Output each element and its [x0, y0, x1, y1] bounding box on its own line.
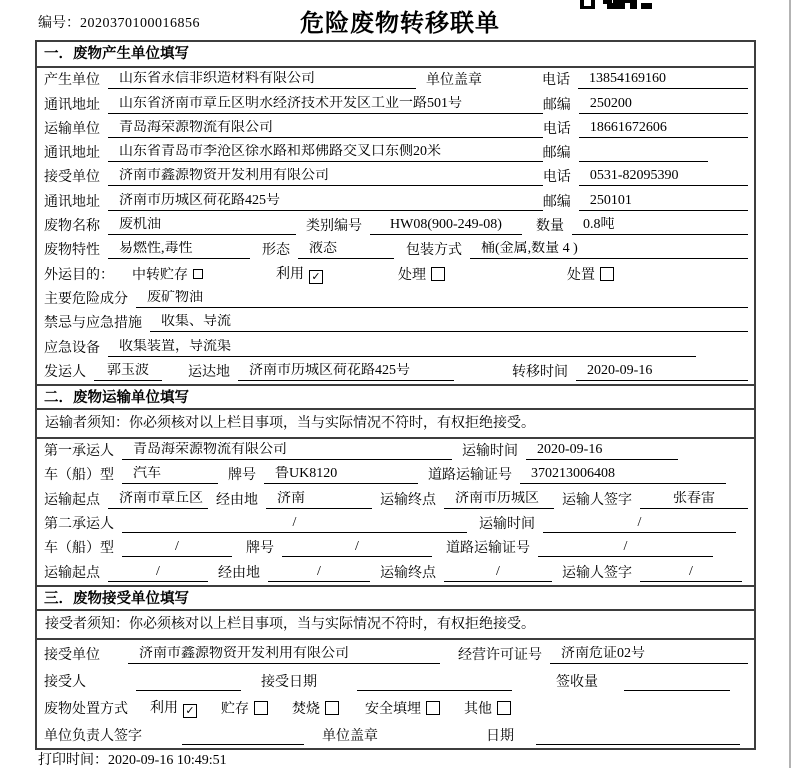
road-transport-license-field: 370213006408	[520, 466, 726, 484]
checkbox-label: 中转贮存	[132, 267, 188, 283]
field-label: 运输人签字	[562, 492, 632, 508]
transporter-unit-field: 青岛海荣源物流有限公司	[108, 120, 543, 138]
receiver-unit-field: 济南市鑫源物资开发利用有限公司	[108, 168, 543, 186]
checkbox-icon	[254, 701, 268, 715]
form-row-disposal-method	[37, 694, 754, 721]
field-label: 经由地	[216, 492, 258, 508]
form-row-transfer-purpose	[37, 262, 754, 286]
purpose-option-treat	[398, 267, 445, 284]
field-label: 废物特性	[44, 243, 100, 259]
transport-terminus-field: 济南市历城区	[444, 491, 554, 509]
accepting-unit-field: 济南市鑫源物资开发利用有限公司	[128, 646, 440, 664]
field-label: 运达地	[188, 364, 230, 380]
receiver-notice: 接受者须知：你必须核对以上栏目事项，当与实际情况不符时，有权拒绝接受。	[37, 611, 754, 640]
form-row-waste-name	[37, 214, 754, 238]
print-timestamp-label: 打印时间：	[38, 753, 108, 768]
emergency-equipment-field: 收集装置，导流渠	[108, 339, 696, 357]
waste-property-field: 易燃性,毒性	[108, 241, 250, 259]
transport-terminus2-field: /	[444, 564, 552, 582]
field-label: 邮编	[542, 97, 571, 113]
vehicle-type-field: 汽车	[122, 466, 218, 484]
field-label: 牌号	[228, 468, 256, 484]
qr-code-fragment	[580, 0, 656, 9]
transporter-phone-field: 18661672606	[579, 120, 748, 138]
field-label: 运输起点	[44, 565, 100, 581]
waste-quantity-field: 0.8吨	[572, 217, 748, 235]
unit-seal-label: 单位盖章	[426, 73, 482, 89]
field-label: 车（船）型	[44, 541, 114, 557]
field-label: 通讯地址	[44, 146, 100, 162]
form-row-receiver-address	[37, 189, 754, 213]
section2-heading: 二．废物运输单位填写	[37, 384, 754, 410]
field-label: 运输人签字	[562, 565, 632, 581]
form-row-transport-route	[37, 487, 754, 511]
field-label: 废物名称	[44, 219, 100, 235]
waste-category-code-field: HW08(900-249-08)	[370, 217, 522, 235]
operating-license-field: 济南危证02号	[550, 646, 748, 664]
receiver-address-field: 济南市历城区荷花路425号	[108, 193, 543, 211]
emergency-measures-field: 收集、导流	[150, 314, 748, 332]
transporter-signature-field: 张春雷	[640, 491, 748, 509]
field-label: 签收量	[556, 674, 598, 690]
checkbox-icon	[426, 701, 440, 715]
form-row-receiver-unit	[37, 165, 754, 189]
form-row-hazard-component	[37, 287, 754, 311]
transport-origin-field: 济南市章丘区	[108, 491, 208, 509]
field-label: 运输单位	[44, 121, 100, 137]
section2-transporter	[37, 439, 754, 585]
field-label: 形态	[262, 243, 290, 259]
acceptor-name-field	[136, 674, 241, 691]
transport-date2-field: /	[543, 515, 736, 533]
checkbox-icon	[325, 701, 339, 715]
field-label: 道路运输证号	[428, 468, 512, 484]
field-label: 第一承运人	[44, 444, 114, 460]
disposal-option-other	[464, 701, 511, 718]
document-number-value: 2020370100016856	[80, 16, 200, 31]
purpose-option-transfer-storage	[132, 268, 203, 284]
section3-heading: 三．废物接受单位填写	[37, 585, 754, 611]
form-row-waste-property	[37, 238, 754, 262]
document-header	[0, 0, 796, 40]
form-row-acceptor	[37, 667, 754, 694]
checkbox-icon	[497, 701, 511, 715]
producer-phone-field: 13854169160	[578, 71, 748, 89]
form-row-first-carrier	[37, 439, 754, 463]
disposal-option-storage	[221, 701, 268, 718]
field-label: 运输时间	[462, 444, 518, 460]
transporter-notice: 运输者须知：你必须核对以上栏目事项，当与实际情况不符时，有权拒绝接受。	[37, 410, 754, 439]
form-row-producer-address	[37, 92, 754, 116]
field-label: 发运人	[44, 364, 86, 380]
document-number	[38, 12, 200, 32]
form-row-vehicle-type2	[37, 536, 754, 560]
field-label: 禁忌与应急措施	[44, 316, 142, 332]
checkbox-label: 贮存	[221, 701, 249, 717]
page-title: 危险废物转移联单	[300, 10, 500, 37]
print-timestamp-value: 2020-09-16 10:49:51	[108, 753, 227, 768]
checkbox-icon	[193, 269, 203, 279]
field-label: 第二承运人	[44, 517, 114, 533]
checkbox-icon	[600, 267, 614, 281]
field-label: 应急设备	[44, 340, 100, 356]
waste-form-field: 液态	[298, 241, 394, 259]
field-label: 邮编	[542, 146, 571, 162]
field-label: 包装方式	[406, 243, 462, 259]
field-label: 道路运输证号	[446, 541, 530, 557]
checkbox-label: 安全填埋	[365, 701, 421, 717]
field-label: 接受单位	[44, 170, 100, 186]
field-label: 运输起点	[44, 492, 100, 508]
first-carrier-field: 青岛海荣源物流有限公司	[122, 442, 452, 460]
unit-seal-label: 单位盖章	[322, 728, 378, 744]
document-number-label: 编号：	[38, 16, 80, 31]
field-label: 主要危险成分	[44, 291, 128, 307]
packaging-field: 桶(金属,数量 4 )	[470, 241, 748, 259]
checkbox-checked-icon: ✓	[183, 704, 197, 718]
field-label: 接受日期	[261, 674, 317, 690]
form-row-transport-route2	[37, 560, 754, 584]
checkbox-label: 利用	[276, 266, 304, 282]
form-row-producer-unit	[37, 68, 754, 92]
field-label: 邮编	[542, 194, 571, 210]
shipper-name-field: 郭玉波	[94, 363, 162, 381]
field-label: 数量	[536, 219, 564, 235]
page-edge-divider	[789, 0, 791, 768]
disposal-option-utilize	[150, 701, 197, 718]
producer-address-field: 山东省济南市章丘区明水经济技术开发区工业一路501号	[108, 96, 543, 114]
field-label: 电话	[542, 121, 571, 137]
plate-number-field: 鲁UK8120	[264, 466, 418, 484]
field-label: 通讯地址	[44, 97, 100, 113]
via2-field: /	[268, 564, 370, 582]
road-transport-license2-field: /	[538, 539, 713, 557]
field-label: 电话	[542, 170, 571, 186]
field-label: 电话	[542, 73, 570, 89]
second-carrier-field: /	[122, 515, 467, 533]
transporter-signature2-field: /	[640, 564, 742, 582]
accept-date-field	[357, 674, 512, 691]
form-row-transporter-unit	[37, 117, 754, 141]
form-row-emergency-equipment	[37, 335, 754, 359]
checkbox-label: 利用	[150, 700, 178, 716]
field-label: 通讯地址	[44, 194, 100, 210]
transport-date-field: 2020-09-16	[526, 442, 678, 460]
producer-zip-field: 250200	[579, 96, 748, 114]
form-row-emergency-measures	[37, 311, 754, 335]
via-field: 济南	[266, 491, 372, 509]
field-label: 废物处置方式	[44, 701, 128, 717]
producer-unit-field: 山东省永信非织造材料有限公司	[108, 71, 416, 89]
form-row-second-carrier	[37, 512, 754, 536]
checkbox-checked-icon: ✓	[309, 270, 323, 284]
field-label: 单位负责人签字	[44, 728, 142, 744]
disposal-option-incinerate	[292, 701, 339, 718]
transporter-zip-field	[579, 145, 708, 162]
waste-name-field: 废机油	[108, 217, 296, 235]
transfer-date-field: 2020-09-16	[576, 363, 748, 381]
field-label: 外运目的：	[44, 267, 114, 283]
checkbox-icon	[431, 267, 445, 281]
field-label: 经营许可证号	[458, 647, 542, 663]
form-row-accepting-unit	[37, 640, 754, 667]
transport-origin2-field: /	[108, 564, 208, 582]
receiver-zip-field: 250101	[579, 193, 748, 211]
field-label: 接受单位	[44, 647, 100, 663]
checkbox-label: 焚烧	[292, 701, 320, 717]
plate-number2-field: /	[282, 539, 432, 557]
field-label: 经由地	[218, 565, 260, 581]
received-quantity-field	[624, 674, 730, 691]
destination-field: 济南市历城区荷花路425号	[238, 363, 454, 381]
transporter-address-field: 山东省青岛市李沧区徐水路和郑佛路交叉口东侧20米	[108, 144, 543, 162]
form-row-transporter-address	[37, 141, 754, 165]
hazard-component-field: 废矿物油	[136, 290, 748, 308]
responsible-signature-field	[182, 728, 304, 745]
field-label: 牌号	[246, 541, 274, 557]
section3-receiver	[37, 640, 754, 748]
field-label: 运输终点	[380, 565, 436, 581]
field-label: 日期	[486, 728, 514, 744]
section1-heading: 一．废物产生单位填写	[37, 42, 754, 68]
form-row-vehicle-type	[37, 463, 754, 487]
field-label: 类别编号	[306, 219, 362, 235]
purpose-option-dispose	[567, 267, 614, 284]
field-label: 车（船）型	[44, 468, 114, 484]
vehicle-type2-field: /	[122, 539, 232, 557]
field-label: 运输时间	[479, 517, 535, 533]
field-label: 运输终点	[380, 492, 436, 508]
field-label: 产生单位	[44, 73, 100, 89]
form-row-shipper	[37, 360, 754, 384]
checkbox-label: 处理	[398, 267, 426, 283]
print-timestamp	[38, 749, 227, 769]
seal-date-field	[536, 728, 740, 745]
checkbox-label: 其他	[464, 701, 492, 717]
manifest-form	[35, 40, 756, 750]
field-label: 转移时间	[512, 364, 568, 380]
checkbox-label: 处置	[567, 267, 595, 283]
form-row-responsible-signature	[37, 721, 754, 748]
receiver-phone-field: 0531-82095390	[579, 168, 748, 186]
field-label: 接受人	[44, 674, 86, 690]
purpose-option-utilize	[276, 267, 323, 284]
section1-producer	[37, 68, 754, 384]
disposal-option-landfill	[365, 701, 440, 718]
